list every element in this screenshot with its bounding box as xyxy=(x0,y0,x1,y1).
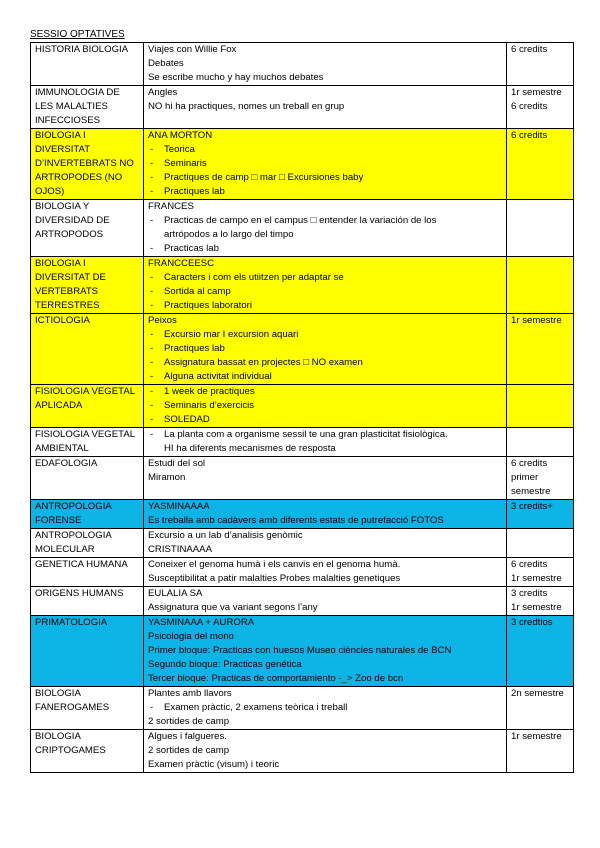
optatives-table xyxy=(30,42,574,773)
credits-cell xyxy=(507,500,574,529)
description-cell xyxy=(144,385,507,428)
credits-cell xyxy=(507,86,574,129)
credits-cell xyxy=(507,457,574,500)
description-cell xyxy=(144,730,507,773)
description-line: Algues i falgueres. xyxy=(148,731,227,742)
description-line: Susceptibilitat a patir malalties Probes malalties genetiques xyxy=(148,573,401,584)
credits-cell xyxy=(507,428,574,457)
bullet-list xyxy=(148,214,502,256)
subject-name-line: FISIOLOGIA VEGETAL xyxy=(35,386,136,397)
subject-name-line: LES MALALTIES xyxy=(35,101,108,112)
subject-name-line: ICTIOLOGIA xyxy=(35,315,90,326)
credits-cell xyxy=(507,558,574,587)
description-line: Tercer bloque: Practicas de comportamiento -_> Zoo de bcn xyxy=(148,673,404,684)
description-line: Estudi del sol xyxy=(148,458,206,469)
subject-name-line: OJOS) xyxy=(35,186,65,197)
description-line: CRISTINAAAA xyxy=(148,544,212,555)
credits-line: 3 credits xyxy=(511,588,548,599)
description-line: Es treballa amb cadàvers amb diferents estats de putrefacció FOTOS xyxy=(148,515,444,526)
table-row xyxy=(31,86,574,129)
description-line: Viajes con Willie Fox xyxy=(148,44,237,55)
table-row xyxy=(31,457,574,500)
description-cell xyxy=(144,200,507,257)
bullet-item: - Practiques laboratori xyxy=(148,299,502,313)
bullet-item: - Practiques de camp □ mar □ Excursiones baby xyxy=(148,171,502,185)
credits-line: 6 credits xyxy=(511,130,548,141)
subject-name-line: FISIOLOGIA VEGETAL xyxy=(35,429,136,440)
description-cell xyxy=(144,314,507,385)
bullet-list xyxy=(148,143,502,199)
bullet-item: - Teorica xyxy=(148,143,502,157)
credits-line: 1r semestre xyxy=(511,315,562,326)
description-line: FRANCES xyxy=(148,201,194,212)
credits-line: 6 credits xyxy=(511,101,548,112)
credits-cell xyxy=(507,687,574,730)
bullet-list xyxy=(148,428,502,456)
bullet-list xyxy=(148,271,502,313)
bullet-item: - Examen pràctic, 2 examens teòrica i treball xyxy=(148,701,502,715)
credits-line: 1r semestre xyxy=(511,87,562,98)
description-line: Angles xyxy=(148,87,178,98)
description-line: Peixos xyxy=(148,315,177,326)
subject-cell xyxy=(31,314,144,385)
subject-name-line: APLICADA xyxy=(35,400,83,411)
subject-name-line: VERTEBRATS xyxy=(35,286,99,297)
credits-cell xyxy=(507,730,574,773)
description-line: Se escribe mucho y hay muchos debates xyxy=(148,72,324,83)
subject-name-line: BIOLOGIA I xyxy=(35,258,86,269)
subject-name-line: D’INVERTEBRATS NO xyxy=(35,158,134,169)
subject-cell xyxy=(31,200,144,257)
description-line: Psicologia del mono xyxy=(148,631,234,642)
credits-line: 3 credits+ xyxy=(511,501,553,512)
table-row xyxy=(31,428,574,457)
description-line: YASMINAAAA xyxy=(148,501,210,512)
credits-line: 2n semestre xyxy=(511,688,564,699)
subject-name-line: HISTORIA BIOLOGIA xyxy=(35,44,129,55)
subject-name-line: AMBIENTAL xyxy=(35,443,89,454)
credits-line: 1r semestre xyxy=(511,602,562,613)
description-line: YASMINAAA + AURORA xyxy=(148,617,255,628)
credits-line: semestre xyxy=(511,486,551,497)
subject-name-line: PRIMATOLOGIA xyxy=(35,617,108,628)
description-cell xyxy=(144,587,507,616)
bullet-item: - Practiques lab xyxy=(148,342,502,356)
subject-name-line: FANEROGAMES xyxy=(35,702,110,713)
subject-name-line: EDAFOLOGIA xyxy=(35,458,98,469)
subject-name-line: INFECCIOSES xyxy=(35,115,101,126)
description-cell xyxy=(144,86,507,129)
bullet-continuation: HI ha diferents mecanismes de resposta xyxy=(164,443,336,454)
description-line: Segundo bloque: Practicas genética xyxy=(148,659,302,670)
credits-cell xyxy=(507,385,574,428)
bullet-item: - Practiques lab xyxy=(148,185,502,199)
description-cell xyxy=(144,457,507,500)
table-row xyxy=(31,529,574,558)
credits-line: 6 credits xyxy=(511,44,548,55)
subject-cell xyxy=(31,129,144,200)
bullet-item: - Practicas lab xyxy=(148,242,502,256)
subject-name-line: DIVERSITAT xyxy=(35,144,91,155)
credits-cell xyxy=(507,257,574,314)
credits-line: 6 credits xyxy=(511,458,548,469)
subject-name-line: FORENSE xyxy=(35,515,82,526)
subject-cell xyxy=(31,385,144,428)
credits-cell xyxy=(507,587,574,616)
credits-line: 1r semestre xyxy=(511,731,562,742)
subject-cell xyxy=(31,43,144,86)
credits-cell xyxy=(507,43,574,86)
description-cell xyxy=(144,529,507,558)
subject-name-line: BIOLOGIA xyxy=(35,731,81,742)
table-row xyxy=(31,129,574,200)
credits-line: 3 credtios xyxy=(511,617,553,628)
description-line: ANA MORTON xyxy=(148,130,213,141)
bullet-item: - Excursio mar I excursion aquari xyxy=(148,328,502,342)
credits-cell xyxy=(507,314,574,385)
description-line: Debates xyxy=(148,58,184,69)
table-row xyxy=(31,314,574,385)
subject-name-line: GENETICA HUMANA xyxy=(35,559,128,570)
table-row xyxy=(31,500,574,529)
description-line: Examen pràctic (visum) i teoric xyxy=(148,759,280,770)
bullet-item: - Seminaris xyxy=(148,157,502,171)
credits-cell xyxy=(507,129,574,200)
credits-line: 6 credits xyxy=(511,559,548,570)
description-line: FRANCCEESC xyxy=(148,258,215,269)
table-row xyxy=(31,257,574,314)
description-cell xyxy=(144,257,507,314)
description-cell xyxy=(144,687,507,730)
bullet-list xyxy=(148,385,502,427)
credits-cell xyxy=(507,200,574,257)
bullet-item: - 1 week de practiques xyxy=(148,385,502,399)
subject-cell xyxy=(31,257,144,314)
bullet-item: - Alguna activitat individual xyxy=(148,370,502,384)
description-cell xyxy=(144,500,507,529)
subject-cell xyxy=(31,587,144,616)
description-line: 2 sortides de camp xyxy=(148,745,230,756)
subject-name-line: DIVERSIDAD DE xyxy=(35,215,110,226)
description-cell xyxy=(144,616,507,687)
subject-name-line: BIOLOGIA xyxy=(35,688,81,699)
bullet-item: - Seminaris d’exercicis xyxy=(148,399,502,413)
bullet-list xyxy=(148,701,502,715)
subject-name-line: BIOLOGIA I xyxy=(35,130,86,141)
credits-cell xyxy=(507,529,574,558)
subject-cell xyxy=(31,529,144,558)
bullet-item: - Caracters i com els utiitzen per adaptar se xyxy=(148,271,502,285)
description-line: 2 sortides de camp xyxy=(148,716,230,727)
bullet-list xyxy=(148,328,502,384)
subject-name-line: DIVERSITAT DE xyxy=(35,272,106,283)
description-line: Assignatura que va variant segons l’any xyxy=(148,602,318,613)
subject-cell xyxy=(31,457,144,500)
bullet-item: - Sortida al camp xyxy=(148,285,502,299)
subject-cell xyxy=(31,500,144,529)
description-line: Coneixer el genoma humà i els canvis en el genoma humà. xyxy=(148,559,401,570)
subject-cell xyxy=(31,687,144,730)
subject-cell xyxy=(31,616,144,687)
bullet-item: - Assignatura bassat en projectes □ NO examen xyxy=(148,356,502,370)
description-line: EULALIA SA xyxy=(148,588,203,599)
subject-name-line: ARTROPODOS xyxy=(35,229,104,240)
subject-name-line: IMMUNOLOGIA DE xyxy=(35,87,120,98)
table-row xyxy=(31,730,574,773)
description-line: Miramon xyxy=(148,472,186,483)
subject-cell xyxy=(31,86,144,129)
table-row xyxy=(31,558,574,587)
subject-cell xyxy=(31,558,144,587)
subject-name-line: ARTROPODES (NO xyxy=(35,172,123,183)
subject-name-line: CRIPTOGAMES xyxy=(35,745,106,756)
table-row xyxy=(31,385,574,428)
table-row xyxy=(31,616,574,687)
description-cell xyxy=(144,428,507,457)
table-row xyxy=(31,200,574,257)
description-line: NO hi ha practiques, nomes un treball en grup xyxy=(148,101,345,112)
description-line: Primer bloque: Practicas con huesos Museo ciències naturales de BCN xyxy=(148,645,452,656)
description-cell xyxy=(144,43,507,86)
subject-name-line: ORIGENS HUMANS xyxy=(35,588,124,599)
page-title: SESSIO OPTATIVES xyxy=(30,29,125,40)
credits-line: 1r semestre xyxy=(511,573,562,584)
description-cell xyxy=(144,129,507,200)
subject-name-line: MOLECULAR xyxy=(35,544,95,555)
description-line: Excursio a un lab d’analisis genòmic xyxy=(148,530,303,541)
table-row xyxy=(31,687,574,730)
subject-name-line: TERRESTRES xyxy=(35,300,100,311)
bullet-item: - SOLEDAD xyxy=(148,413,502,427)
bullet-item: - Practicas de campo en el campus □ entender la variación de los xyxy=(148,214,502,228)
bullet-item: - La planta com a organisme sessil te una gran plasticitat fisiològica. xyxy=(148,428,502,442)
subject-name-line: BIOLOGIA Y xyxy=(35,201,90,212)
table-row xyxy=(31,43,574,86)
table-row xyxy=(31,587,574,616)
subject-cell xyxy=(31,730,144,773)
subject-name-line: ANTROPOLOGIA xyxy=(35,501,112,512)
subject-cell xyxy=(31,428,144,457)
credits-line: primer xyxy=(511,472,539,483)
description-cell xyxy=(144,558,507,587)
subject-name-line: ANTROPOLOGIA xyxy=(35,530,112,541)
description-line: Plantes amb llavors xyxy=(148,688,232,699)
credits-cell xyxy=(507,616,574,687)
bullet-continuation: artrópodos a lo largo del timpo xyxy=(164,229,294,240)
